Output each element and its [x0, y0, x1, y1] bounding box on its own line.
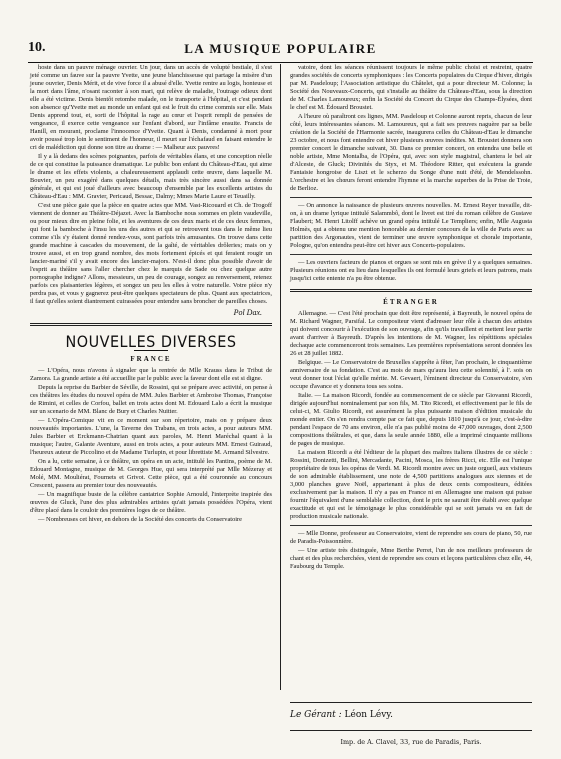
header-rule [28, 62, 533, 63]
news-item: Belgique. — Le Conservatoire de Bruxelles s'apprête à fêter, l'an prochain, le cinquantième anniversaire de sa fondation. C'est au mois de mars qu'aura lieu cette solennité, à l'. sois on veut donner tout l'éclat qu'elle mérite. M. Gevaert, l'éminent directeur du Conservatoire, s'en occupe d'avance et y donnera tous ses soins. [290, 359, 532, 390]
news-item: — Nombreuses cet hiver, en dehors de la Société des concerts du Conservatoire [38, 516, 243, 523]
section-divider [290, 289, 532, 292]
gerant-line [290, 710, 532, 720]
gerant-name: Léon Lévy. [344, 710, 394, 720]
footer-rule-bottom [290, 730, 532, 731]
article-paragraph: — On annonce la naissance de plusieurs œuvres nouvelles. M. Ernest Reyer travaille, dit-on, à un drame lyrique intitulé Salammbô, dont le livret est tiré du roman célèbre de Gustave Flaubert; M. Henri Litolff achève un grand opéra intitulé Le Templiers; enfin, Mlle Augusta Holmès, qui a obtenu une mention honorable au dernier concours de la ville de Paris avec sa partition des Argonautes, vient de terminer une œuvre symphonique et chorale importante, Pologne, qu'on entendra peut-être cet hiver aux Concerts-populaires. [290, 202, 532, 249]
etranger-title: ÉTRANGER [383, 298, 439, 306]
news-item: — L'Opéra, nous n'avons à signaler que la rentrée de Mlle Krauss dans le Tribut de Zamora. La grande artiste a été accueillie par le public avec la faveur dont elle est si digne. [30, 367, 272, 382]
news-item: — Mlle Donne, professeur au Conservatoire, vient de reprendre ses cours de piano, 50, rue de Paradis-Poissonnière. [290, 530, 532, 545]
news-item: La maison Ricordi a été l'éditeur de la plupart des maîtres italiens illustres de ce siècle : Rossini, Donizetti, Bellini, Mercadante, Pacini, Mosca, les frères Ricci, etc. Elle est l'unique propriétaire de tous les opéras de Verdi. M. Ricordi montre avec un juste orgueil, aux visiteurs de son admirable établissement, une note de 4,500 partitions analogues aux siennes et de 3,000 planches grave Noël, appartenant à plus de deux cents compositeurs, éditées exclusivement par la maison. Il n'y a pas en France ni en Allemagne une maison qui puisse fournir l'équivalent d'une semblable collection, dont le prix ne saurait être établi avec quelque exactitude et qui est le témoignage le plus considérable qui se soit jamais vu en fait de production musicale nationale. [290, 449, 532, 520]
section-divider [30, 323, 272, 326]
right-column [290, 64, 532, 572]
article-paragraph: A l'heure où paraîtront ces lignes, MM. Pasdeloup et Colonne auront repris, chacun de leur côté, leurs intéressantes séances. M. Lamoureux, qui a fait ses preuves naguère par sa belle création de la Société de l'Harmonie sacrée, inaugurera celles du Château-d'Eau le dimanche 23 octobre, et nous font entendre cet hiver plusieurs œuvres inédites. M. Broustet donnera son premier concert le dimanche suivant, 30. Dans ce premier concert, on entendra une belle et noble artiste, Mme Montalba, de l'Opéra, qui, avec son style magistral, chantera le bel air d'Alceste, de Gluck; Divinités du Styx, et M. Théodore Ritter, qui exécutera la grande Fantaisie hongroise de Liszt et le scherzo du Songe d'une nuit d'été, de Mendelssohn. L'orchestre et les chœurs feront entendre l'hymne et la marche superbes de la Prise de Troie, de Berlioz. [290, 113, 532, 192]
article-paragraph: Il y a là dedans des scènes poignantes, parfois de véritables élans, et une conception réelle de ce qui constitue la puissance dramatique. Le public bon enfant du Château-d'Eau, qui aime le drame et les effets violents, a chaleureusement applaudi cette œuvre, dans laquelle M. Bouvier, un peu exagéré dans quelques détails, mais très sincère aussi dans sa donnée générale, et qui est joué d'ailleurs avec beaucoup d'ensemble par les excellents artistes du Château-d'Eau : MM. Gravier, Pericaud, Bessac, Dalmy; Mmes Marie Laure et Teuailly. [30, 153, 272, 200]
article-signature: Pol Dax. [233, 308, 262, 317]
news-item: Depuis la reprise du Barbier de Séville, de Rossini, qui se prépare avec activité, on pense à ces théâtres les études du nouvel opéra de MM. Jules Barbier et Ambroise Thomas, Françoise de Rimini, et celles de Corfou, ballet en trois actes dont M. Edouard Lalo a écrit la musique sur un scenario de MM. Blanc de Bury et Charles Nuitter. [30, 384, 272, 415]
left-column [30, 64, 272, 525]
printer-imprint: Imp. de A. Clavel, 33, rue de Paradis, Paris. [340, 738, 482, 746]
article-paragraph: — Les ouvriers facteurs de pianos et orgues se sont mis en grève il y a quelques semaines. Plusieurs réunions ont eu lieu dans lesquelles ils ont formulé leurs griefs et leurs patrons, mais jusqu'ici cette entente n'a pu être obtenue. [290, 259, 532, 282]
column-divider [280, 64, 281, 690]
page-header [28, 40, 533, 58]
section-subtitle: FRANCE [130, 355, 172, 363]
news-item: On a lu, cette semaine, à ce théâtre, un opéra en un acte, intitulé les Pantins, poème de M. Edouard Montagne, musique de M. Georges Hue, qui sera interprété par Mlle Mézeray et Molé, MM. Mouliérat, Fournets et Grivot. Cette pièce, qui a été couronnée au concours Crescent, passera au premier tour des nouveautés. [30, 458, 272, 489]
journal-title: LA MUSIQUE POPULAIRE [184, 41, 377, 56]
news-item: — Une artiste très distinguée, Mme Berthe Perret, l'un de nos meilleurs professeurs de chant et des plus recherchées, vient de reprendre ses cours et leçons particulières chez elle, 44, Faubourg du Temple. [290, 547, 532, 570]
news-item: Allemagne. — C'est l'été prochain que doit être représenté, à Bayreuth, le nouvel opéra de M. Richard Wagner, Parsifal. Le compositeur vient d'adresser leur rôle à chacun des artistes qui doivent concourir à l'exécution de son ouvrage, afin qu'ils travaillent et mettent leur partie avant d'arriver à Bayreuth. D'après les intentions de M. Wagner, les répétitions spéciales dechaque acte commenceront trois semaines. Les premières représentations seront données les 26 et 28 juillet 1882. [290, 310, 532, 357]
article-paragraph: hoste dans un pauvre ménage ouvrier. Un jour, dans un accès de volupté bestiale, il s'est jeté comme un fauve sur la pauvre Yvette, une jeune blanchisseuse qui partage la misère d'un jeune ouvrier, Denis Mérit, et de vive force il a abusé d'elle. Yvette rentre au logis, honteuse et la mort dans l'âme, n'osant raconter à son mari, qui relève de maladie, l'outrage odieux dont elle a été victime. Denis bientôt retombe malade, on le transporte à l'hôpital, et c'est pendant son absence qu'Yvette met au monde un enfant qui est le fruit du crime commis sur elle. Mais Denis apprend tout, et, sorti de l'hôpital la rage au cœur et l'esprit rempli de pensées de vengeance, il exerce cette vengeance sur l'enfant d'abord, sur l'infâme ensuite. Francis de Hanill, en mourant, proclame l'innocence d'Yvette. Quant à Denis, condamné à mort pour avoir poussé trop loin le sentiment de l'honneur, il meurt sur l'échafaud en faisant entendre le cri de malédiction qui donne son titre au drame : — Malheur aux pauvres! [30, 64, 272, 151]
gerant-label: Le Gérant : [290, 710, 342, 720]
item-divider [290, 197, 532, 198]
news-item: — Un magnifique buste de la célèbre cantatrice Sophie Arnould, l'interprète inspirée des œuvres de Gluck, l'une des plus admirables artistes qu'ait jamais possédées l'Opéra, vient d'être placé dans le couloir des premières loges de ce théâtre. [30, 491, 272, 514]
news-item: — L'Opéra-Comique vit en ce moment sur son répertoire, mais on y prépare deux nouveautés importantes. L'une, la Taverne des Trabans, en trois actes, a pour auteurs MM. Jules Barbier et Erckmann-Chatrian quant aux paroles, M. Henri Maréchal quant à la musique; l'autre, Galante Aventure, aussi en trois actes, a pour auteurs MM. Ernest Guiraud, l'heureux auteur de Piccolino et de Madame Turlupin, et pour librettiste M. Armand Silvestre. [30, 417, 272, 456]
section-title: NOUVELLES DIVERSES [65, 332, 237, 351]
footer-rule-top [290, 702, 532, 703]
item-divider [290, 254, 532, 255]
article-paragraph: C'est une pièce gaie que la pièce en quatre actes que MM. Vast-Ricouard et Ch. de Trogoff viennent de donner au Théâtre-Déjazet. Avec la Bamboche nous sommes en plein vaudeville, ou pour mieux dire en pleine folie, et les aventures de ces deux maris et de ces deux femmes, qui font la bamboche à l'insu les uns des autres et qui se retrouvent tous dans le même lieu comme s'ils s'y étaient donné rendez-vous, sont parfois très amusantes. On trouve dans cette grande machine à cascades du mouvement, de la gaîté, de véritables drôleries; mais on y trouve aussi, et en trop grand nombre, des mots fortement épicés et qui feraient rougir un lancier-mariné s'il y avait encore des lancier-majors. N'est-il donc plus possible d'avoir de l'esprit au théâtre sans l'aller chercher chez le marquis de Sade ou chez quelque autre pornographe indigne? Allons, messieurs, un peu de courage, songez au renversement, retenez parfois ces plaisanteries légères, et songez un peu les elles à votre naturelle. Votre pièce n'y perdra pas, et vous y gagnerez peut-être quelques spectateurs de plus. Quant aux spectatrices, il faut qu'elles soient diantrement cuirassées pour entendre sans broncher de pareilles choses. [30, 202, 272, 305]
news-item: Italie. — La maison Ricordi, fondée au commencement de ce siècle par Giovanni Ricordi, dirigée aujourd'hui nominalement par son fils, M. Tito Ricordi, et effectivement par le fils de celui-ci, M. Giulio Ricordi, est assurément la plus puissante maison d'édition musicale du monde entier. On s'en rendra compte par ce fait que, depuis 1810 jusqu'à ce jour, c'est-à-dire pendant l'espace de 70 ans environ, elle n'a pas publié moins de 47,000 ouvrages, dont 2,500 compositions théâtrales, et que, dans la seule année 1880, elle a imprimé cinquante millions de pages de musique. [290, 392, 532, 447]
page-number: 10. [28, 40, 46, 55]
item-divider [290, 525, 532, 526]
article-paragraph: vatoire, dont les séances réunissent toujours le même public choisi et restreint, quatre grandes sociétés de concerts symphoniques : les Concerts populaires du Cirque d'hiver, dirigés par M. Pasdeloup; l'Association artistique du Châtelet, qui a pour directeur M. Colonne; la Société des Nouveaux-Concerts, qui s'installe au théâtre du Château-d'Eau, sous la direction de M. Charles Lamoureux; enfin la Société du Concert du Cirque des Champs-Élysées, dont le chef est M. Édouard Broustet. [290, 64, 532, 111]
